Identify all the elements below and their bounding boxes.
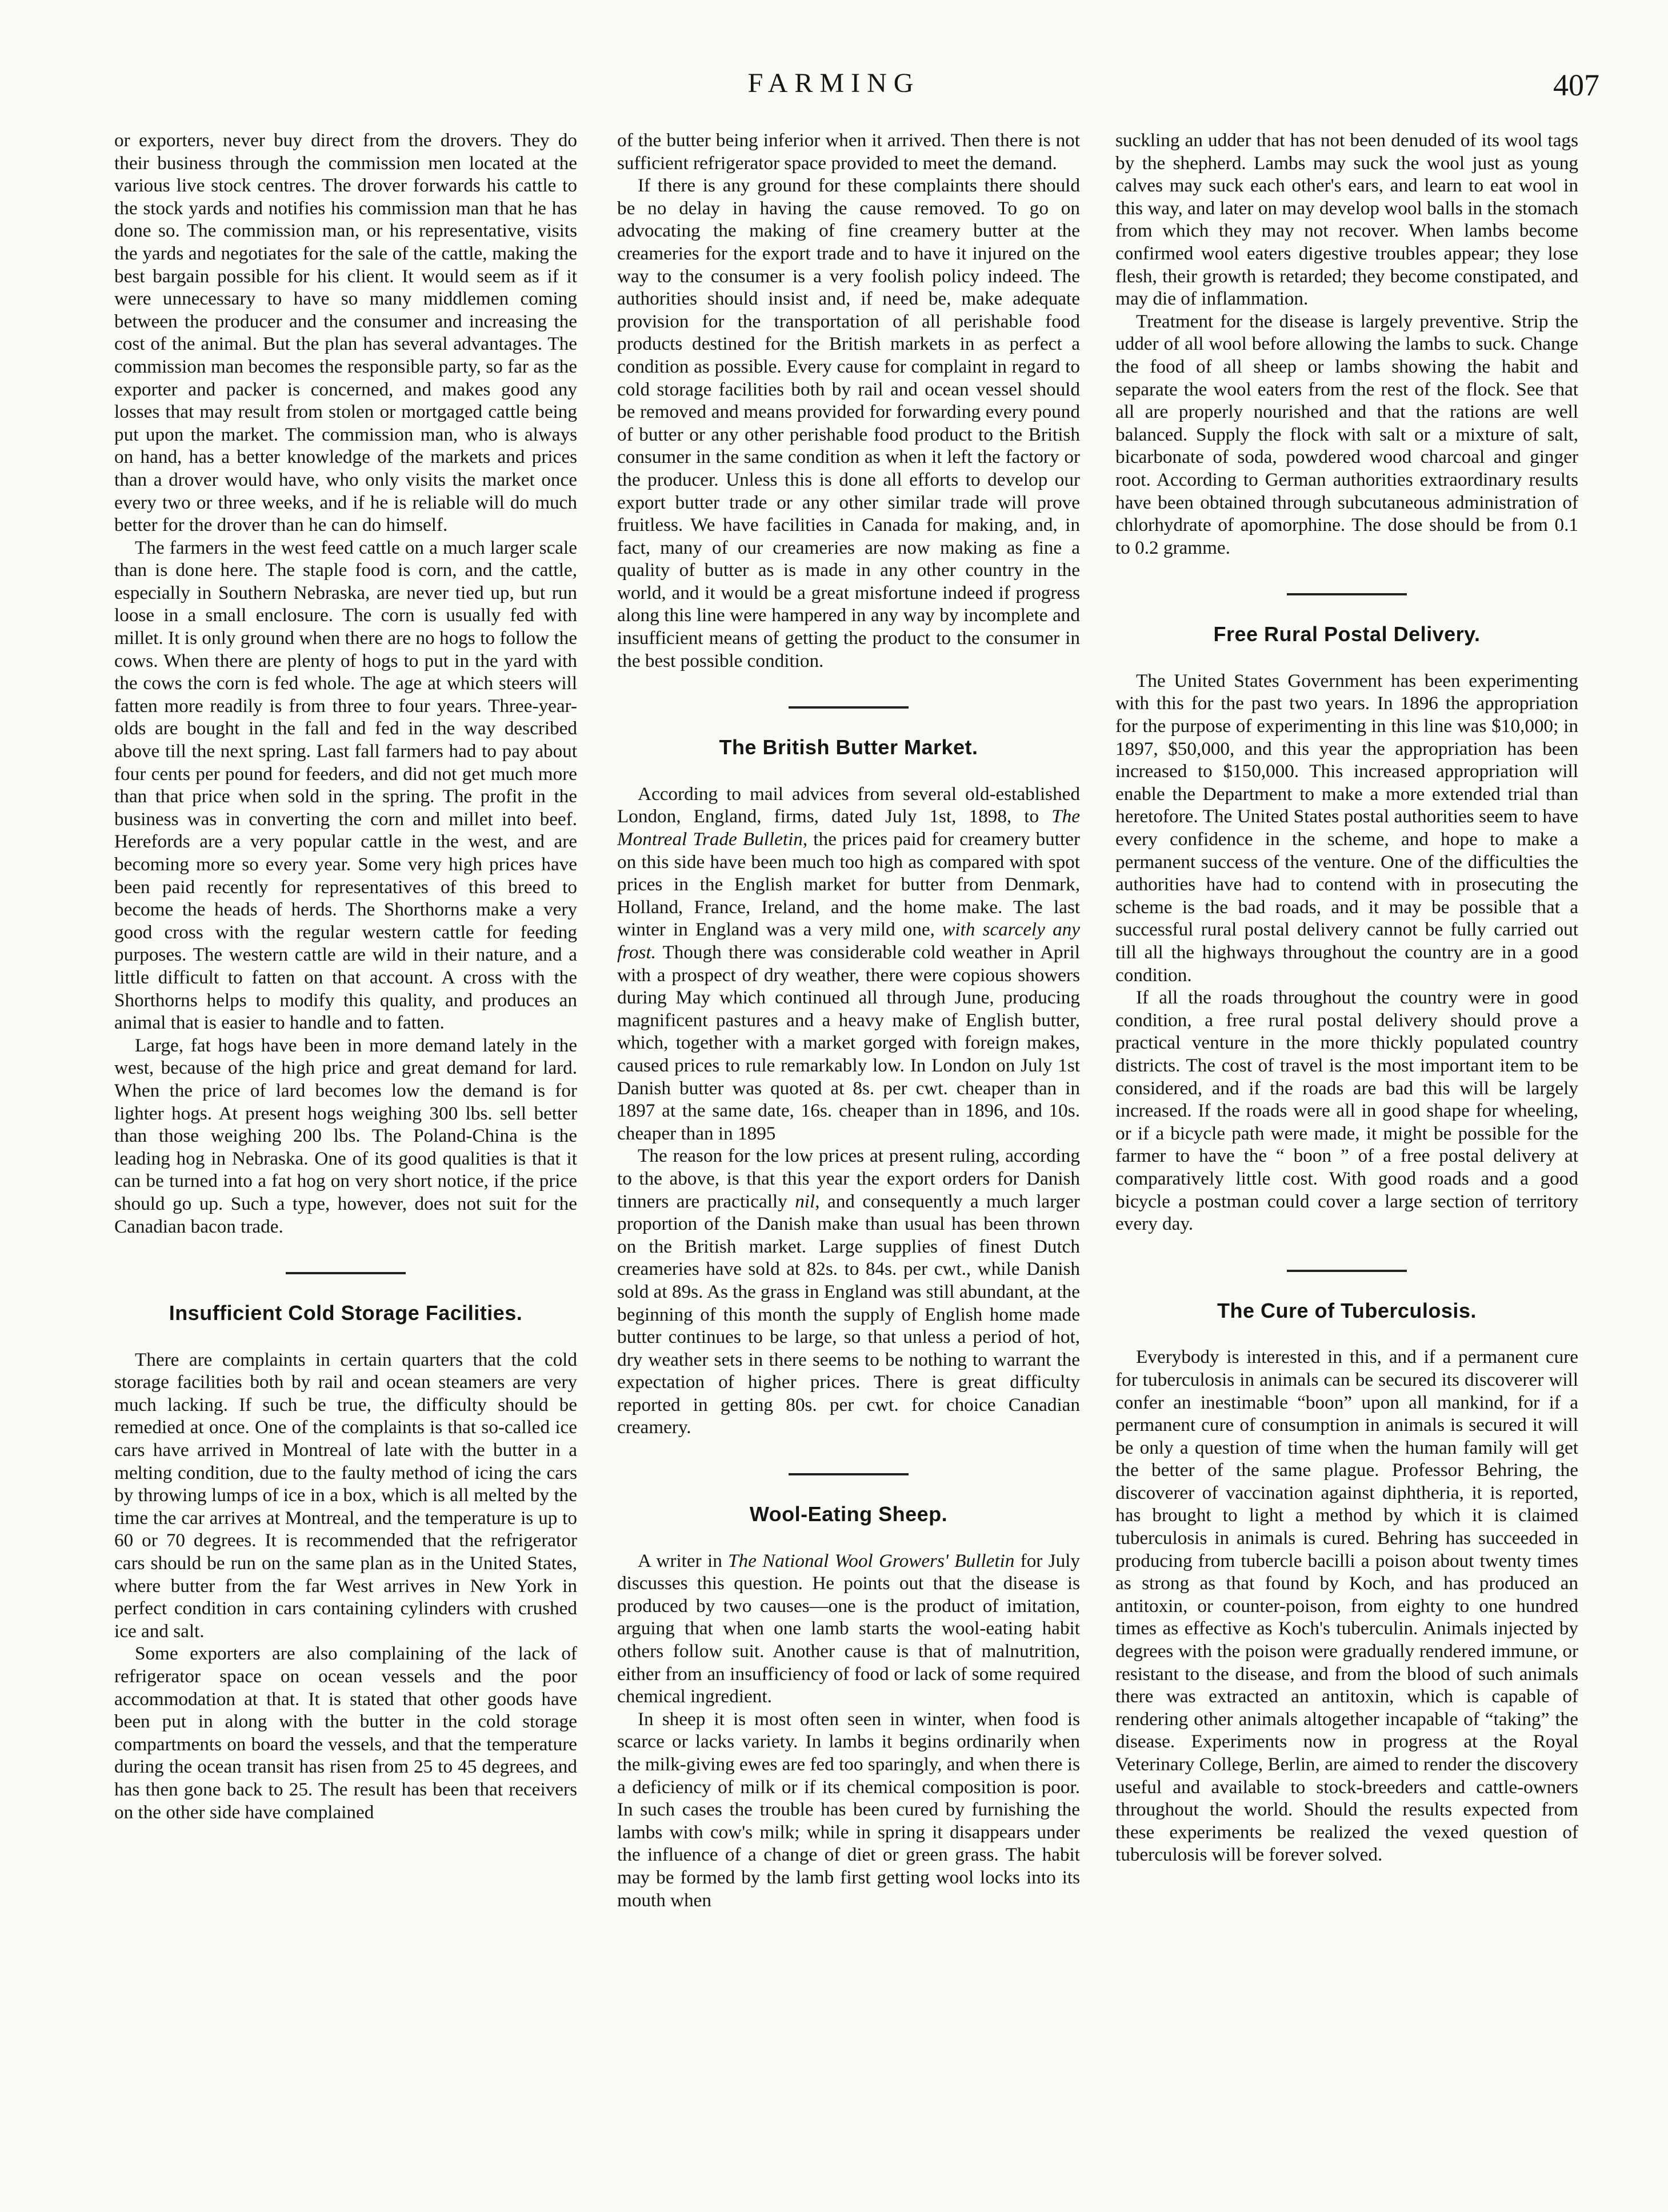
article-paragraph: Everybody is interested in this, and if a permanent cure for tuberculosis in animals can be secured its discoverer will confer an inestimable “boon” upon all mankind, for if a permanent cure of consumption in animals is secured it will be only a question of time when the human family will get the better of the same plague. Professor Behring, the discoverer of vaccination against diphtheria, it is reported, has brought to light a method by which it is claimed tuberculosis in animals is cured. Behring has succeeded in producing from tubercle bacilli a poison about twenty times as strong as that found by Koch, and has produced an antitoxin, or counter-poison, from eighty to one hundred times as effective as Koch's tuberculin. Animals injected by degrees with the poison were gradually rendered immune, or resistant to the disease, and from the blood of such animals there was extracted an antitoxin, which is capable of rendering other animals altogether incapable of “taking” the disease. Experiments now in progress at the Royal Veterinary College, Berlin, are aimed to render the discovery useful and available to stock-breeders and cattle-owners throughout the world. Should the results expected from these experiments be realized the vexed question of tuberculosis will be forever solved. [1115, 1346, 1578, 1866]
article-paragraph: or exporters, never buy direct from the drovers. They do their business through the commission men located at the various live stock centres. The drover forwards his cattle to the stock yards and notifies his commission man that he has done so. The commission man, or his representative, visits the yards and negotiates for the sale of the cattle, making the best bargain possible for his client. It would seem as if it were unnecessary to have so many middlemen coming between the producer and the consumer and increasing the cost of the animal. But the plan has several advantages. The commission man becomes the responsible party, so far as the exporter and packer is concerned, and makes good any losses that may result from stolen or mortgaged cattle being put upon the market. The commission man, who is always on hand, has a better knowledge of the markets and prices than a drover would have, who only visits the market once every two or three weeks, and if he is reliable will do much better for the drover than he can do himself. [114, 130, 577, 536]
paragraph-text: Though there was considerable cold weather in April with a prospect of dry weather, there were copious showers during May which continued all through June, producing magnificent pastures and a heavy make of English butter, which, together with a market gorged with foreign makes, caused prices to rule remarkably low. In London on July 1st Danish butter was quoted at 8s. per cwt. cheaper than in 1897 at the same date, 16s. cheaper than in 1896, and 10s. cheaper than in 1895 [617, 942, 1080, 1144]
running-title: FARMING [747, 68, 921, 98]
publication-title: The Montreal Trade Bulletin [617, 806, 1080, 850]
article-paragraph [617, 1550, 1080, 1708]
article-paragraph [617, 783, 1080, 1145]
article-paragraph: The United States Government has been experimenting with this for the past two years. In 1896 the appropriation for the purpose of experimenting in this line was $10,000; in 1897, $50,000, and this year the appropriation has been increased to $150,000. This increased appropriation will enable the Department to make a more extended trial than heretofore. The United States postal authorities seem to have every confidence in the scheme, and hope to make a permanent success of the venture. One of the difficulties the authorities have had to contend with in prosecuting the scheme is the bad roads, and it may be possible that a successful rural postal delivery cannot be fully carried out till all the highways throughout the country are in a good condition. [1115, 670, 1578, 986]
section-divider [789, 706, 909, 709]
section-divider [1287, 1270, 1407, 1272]
section-heading-wool-eating: Wool-Eating Sheep. [749, 1502, 948, 1526]
article-paragraph: Some exporters are also complaining of the lack of refrigerator space on ocean vessels and the poor accommodation at that. It is stated that other goods have been put in along with the butter in the cold storage compartments on board the vessels, and that the temperature during the ocean transit has risen from 25 to 45 degrees, and has then gone back to 25. The result has been that receivers on the other side have complained [114, 1643, 577, 1823]
section-divider [1287, 593, 1407, 595]
section-divider [789, 1473, 909, 1475]
publication-title: The National Wool Growers' Bulletin [728, 1550, 1015, 1571]
column-middle [617, 129, 1080, 1911]
article-paragraph: If all the roads throughout the country were in good condition, a free rural postal delivery should prove a practical venture in the more thickly populated country districts. The cost of travel is the most important item to be considered, and if the roads are bad this will be largely increased. If the roads were all in good shape for wheeling, or if a bicycle path were made, it might be possible for the farmer to have the “ boon ” of a free postal delivery at comparatively little cost. With good roads and a good bicycle a postman could cover a large section of territory every day. [1115, 987, 1578, 1235]
article-paragraph: suckling an udder that has not been denuded of its wool tags by the shepherd. Lambs may suck the wool just as young calves may suck each other's ears, and learn to eat wool in this way, and later on may develop wool balls in the stomach from which they may not recover. When lambs become confirmed wool eaters digestive troubles appear; they lose flesh, their growth is retarded; they become constipated, and may die of inflammation. [1115, 130, 1578, 310]
article-paragraph: In sheep it is most often seen in winter, when food is scarce or lacks variety. In lambs it begins ordinarily when the milk-giving ewes are fed too sparingly, and when there is a deficiency of milk or if its chemical composition is poor. In such cases the trouble has been cured by furnishing the lambs with cow's milk; while in spring it disappears under the influence of a change of diet or green grass. The habit may be formed by the lamb first getting wool locks into its mouth when [617, 1708, 1080, 1911]
article-paragraph: If there is any ground for these complaints there should be no delay in having the cause removed. To go on advocating the making of fine creamery butter at the creameries for the export trade and to have it injured on the way to the consumer is a very foolish policy indeed. The authorities should insist and, if need be, make adequate provision for the transportation of all perishable food products destined for the British markets in as perfect a condition as possible. Every cause for complaint in regard to cold storage facilities both by rail and ocean vessel should be removed and means provided for forwarding every pound of butter or any other perishable food product to the British consumer in the same condition as when it left the factory or the producer. Unless this is done all efforts to develop our export butter trade or any other similar trade will prove fruitless. We have facilities in Canada for making, and, in fact, many of our creameries are now making as fine a quality of butter as is made in any other country in the world, and it would be a great misfortune indeed if progress along this line were hampered in any way by incomplete and insufficient means of getting the product to the consumer in the best possible condition. [617, 175, 1080, 671]
section-divider [286, 1272, 406, 1274]
article-paragraph: The farmers in the west feed cattle on a much larger scale than is done here. The staple food is corn, and the cattle, especially in Southern Nebraska, are never tied up, but run loose in a small enclosure. The corn is usually fed with millet. It is only ground when there are no hogs to follow the cows. When there are plenty of hogs to put in the yard with the cows the corn is fed whole. The age at which steers will fatten more readily is from three to four years. Three-year-olds are bought in the fall and fed in the way described above till the next spring. Last fall farmers had to pay about four cents per pound for feeders, and did not get much more than that price when sold in the spring. The profit in the business was in converting the corn and millet into beef. Herefords are a very popular cattle in the west, and are becoming more so every year. Some very high prices have been paid recently for representatives of this breed to become the heads of herds. The Shorthorns make a very good cross with the regular western cattle for feeding purposes. The western cattle are wild in their nature, and a little difficult to fatten on that account. A cross with the Shorthorns helps to modify this quality, and produces an animal that is easier to handle and to fatten. [114, 537, 577, 1034]
paragraph-text: A writer in [638, 1550, 729, 1571]
section-heading-butter-market: The British Butter Market. [719, 735, 978, 759]
column-left [114, 129, 577, 1823]
article-paragraph [617, 1145, 1080, 1439]
section-heading-postal: Free Rural Postal Delivery. [1213, 622, 1481, 646]
section-heading-cold-storage: Insufficient Cold Storage Facilities. [169, 1301, 523, 1325]
paragraph-text: The reason for the low prices at present ruling, according to the above, is that this year the export orders for Danish tinners are practically [617, 1145, 1080, 1212]
article-paragraph: of the butter being inferior when it arrived. Then there is not sufficient refrigerator space provided to meet the demand. [617, 130, 1080, 174]
paragraph-text: , and consequently a much larger proportion of the Danish make than usual has been thrown on the British market. Large supplies of finest Dutch creameries have sold at 82s. to 84s. per cwt., while Danish sold at 89s. As the grass in England was still abundant, at the beginning of this month the supply of English home made butter continues to be large, so that unless a period of hot, dry weather sets in there seems to be nothing to warrant the expectation of higher prices. There is great difficulty reported in getting 80s. per cwt. for choice Canadian creamery. [617, 1190, 1080, 1438]
italic-phrase: nil [795, 1190, 815, 1212]
paragraph-text: for July discusses this question. He points out that the disease is produced by two causes—one is the product of imitation, arguing that when one lamb starts the wool-eating habit others follow suit. Another cause is that of malnutrition, either from an insufficiency of food or lack of some required chemical ingredient. [617, 1550, 1080, 1707]
column-right [1115, 129, 1578, 1866]
paragraph-text: According to mail advices from several old-established London, England, firms, dated July 1st, 1898, to [617, 783, 1080, 827]
article-paragraph: There are complaints in certain quarters that the cold storage facilities both by rail and ocean steamers are very much lacking. If such be true, the difficulty should be remedied at once. One of the complaints is that so-called ice cars have arrived in Montreal of late with the butter in a melting condition, due to the faulty method of icing the cars by throwing lumps of ice in a box, which is all melted by the time the car arrives at Montreal, and the temperature is up to 60 or 70 degrees. It is recommended that the refrigerator cars should be run on the same plan as in the United States, where butter from the far West arrives in New York in perfect condition in cars containing cylinders with crushed ice and salt. [114, 1349, 577, 1642]
page-number: 407 [1553, 68, 1599, 102]
article-paragraph: Treatment for the disease is largely preventive. Strip the udder of all wool before allowing the lambs to suck. Change the food of all sheep or lambs showing the habit and separate the wool eaters from the rest of the flock. See that all are properly nourished and that the rations are well balanced. Supply the flock with salt or a mixture of salt, bicarbonate of soda, powdered wood charcoal and ginger root. According to German authorities extraordinary results have been obtained through subcutaneous administration of chlorhydrate of apomorphine. The dose should be from 0.1 to 0.2 gramme. [1115, 310, 1578, 558]
paragraph-text: , the prices paid for creamery butter on this side have been much too high as compared with spot prices in the English market for butter from Denmark, Holland, France, Ireland, and the home make. The last winter in England was a very mild one, [617, 829, 1080, 941]
article-paragraph: Large, fat hogs have been in more demand lately in the west, because of the high price and great demand for lard. When the price of lard becomes low the demand is for lighter hogs. At present hogs weighing 300 lbs. sell better than those weighing 200 lbs. The Poland-China is the leading hog in Nebraska. One of its good qualities is that it can be turned into a fat hog on very short notice, if the price should go up. Such a type, however, does not suit for the Canadian bacon trade. [114, 1034, 577, 1237]
page-header [0, 67, 1668, 119]
italic-phrase: with scarcely any frost. [617, 919, 1080, 963]
section-heading-tuberculosis: The Cure of Tuberculosis. [1217, 1298, 1477, 1322]
